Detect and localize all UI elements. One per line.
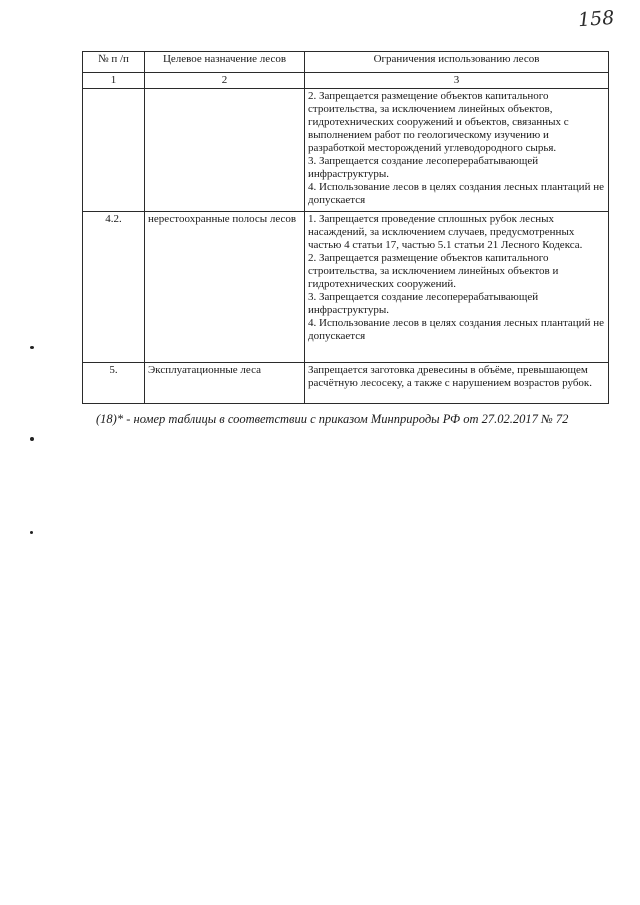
row-purpose: нерестоохранные полосы лесов	[145, 212, 305, 363]
scan-speck	[30, 437, 34, 441]
column-number-3: 3	[305, 73, 609, 89]
header-restrictions: Ограничения использованию лесов	[305, 52, 609, 73]
scan-speck	[30, 346, 34, 349]
header-purpose: Целевое назначение лесов	[145, 52, 305, 73]
restrictions-table	[82, 51, 609, 404]
row-restrictions: Запрещается заготовка древесины в объёме, превышающем расчётную лесосеку, а также с нарушением возрастов рубок.	[305, 363, 609, 404]
table-row	[83, 89, 609, 212]
column-number-row	[83, 73, 609, 89]
header-number: № п /п	[83, 52, 145, 73]
row-number: 4.2.	[83, 212, 145, 363]
row-number	[83, 89, 145, 212]
row-purpose: Эксплуатационные леса	[145, 363, 305, 404]
row-restrictions: 1. Запрещается проведение сплошных рубок лесных насаждений, за исключением случаев, предусмотренных частью 4 статьи 17, частью 5.1 статьи 21 Лесного Кодекса. 2. Запрещается размещение объектов капитального строительства, за исключением линейных объектов и гидротехнических сооружений. 3. Запрещается создание лесоперерабатывающей инфраструктуры. 4. Использование лесов в целях создания лесных плантаций не допускается	[305, 212, 609, 363]
page-number: 158	[577, 6, 615, 32]
row-purpose	[145, 89, 305, 212]
footnote: (18)* - номер таблицы в соответствии с приказом Минприроды РФ от 27.02.2017 № 72	[96, 412, 569, 426]
scan-speck	[30, 531, 33, 534]
row-restrictions: 2. Запрещается размещение объектов капитального строительства, за исключением линейных объектов, гидротехнических сооружений и объектов, связанных с выполнением работ по геологическому изучению и разработкой месторождений углеводородного сырья. 3. Запрещается создание лесоперерабатывающей инфраструктуры. 4. Использование лесов в целях создания лесных плантаций не допускается	[305, 89, 609, 212]
table-row	[83, 212, 609, 363]
column-number-2: 2	[145, 73, 305, 89]
table-header-row	[83, 52, 609, 73]
row-number: 5.	[83, 363, 145, 404]
table-row	[83, 363, 609, 404]
column-number-1: 1	[83, 73, 145, 89]
